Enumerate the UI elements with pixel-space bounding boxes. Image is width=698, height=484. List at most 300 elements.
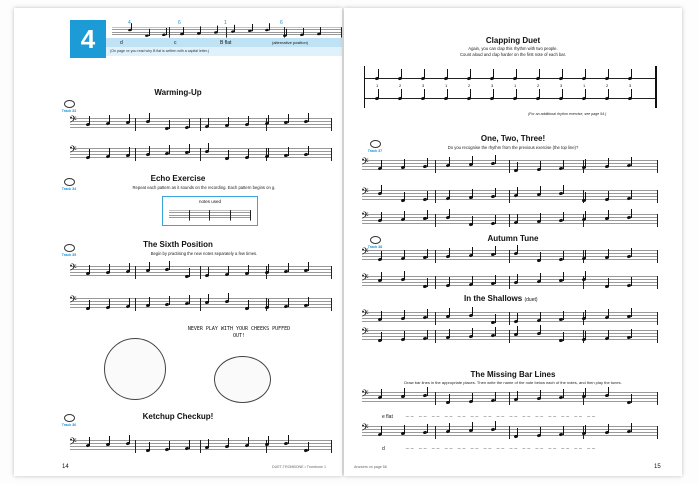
warming-up-title: Warming-Up <box>154 88 202 97</box>
note-stem <box>495 392 496 401</box>
note-stem <box>493 89 494 98</box>
note-stem <box>208 267 209 276</box>
bar-line <box>657 160 658 173</box>
note-stem <box>562 89 563 98</box>
answer-blanks: __ __ __ __ __ __ __ __ __ __ __ __ __ __ __ <box>406 444 597 450</box>
note-stem <box>378 69 379 78</box>
music-staff <box>361 326 658 342</box>
note-stem <box>540 312 541 321</box>
note-stem <box>169 441 170 450</box>
note-stem <box>608 210 609 219</box>
note-stem <box>288 435 289 444</box>
note-stem <box>563 185 564 194</box>
note-stem <box>189 119 190 128</box>
rhythm-line <box>365 98 655 99</box>
note-stem <box>381 272 382 281</box>
bar-line <box>435 190 436 203</box>
notes-used-box <box>162 196 258 226</box>
note-stem <box>228 438 229 447</box>
notes-used-label: notes used <box>198 199 222 204</box>
bar-line <box>226 27 227 37</box>
note-stem <box>269 23 270 30</box>
note-stem <box>495 314 496 323</box>
note-stem <box>449 423 450 432</box>
note-stem <box>109 299 110 308</box>
note-stem <box>286 28 287 35</box>
note-stem <box>308 146 309 155</box>
note-stem <box>320 27 321 34</box>
note-stem <box>129 263 130 272</box>
music-staff <box>69 294 332 310</box>
bar-line <box>331 298 332 311</box>
count-label: 1 <box>376 83 379 88</box>
sixth-position-title: The Sixth Position <box>143 240 213 249</box>
note-stem <box>189 295 190 304</box>
bar-line <box>657 392 658 405</box>
note-stem <box>149 442 150 451</box>
bar-line <box>435 214 436 227</box>
note-stem <box>493 69 494 78</box>
note-stem <box>631 248 632 257</box>
music-staff <box>361 308 658 324</box>
note-stem <box>228 266 229 275</box>
note-stem <box>449 190 450 199</box>
note-stem <box>608 89 609 98</box>
note-stem <box>378 89 379 98</box>
bar-line <box>331 118 332 131</box>
note-stem <box>166 28 167 35</box>
note-stem <box>563 212 564 221</box>
note-stem <box>517 274 518 283</box>
note-stem <box>585 310 586 319</box>
shallows-title: In the Shallows (duet) <box>464 294 538 303</box>
answer-label: e flat <box>382 414 393 420</box>
track-badge: Track 37 <box>364 140 386 153</box>
note-stem <box>608 278 609 287</box>
bar-line <box>435 426 436 439</box>
note-stem <box>495 421 496 430</box>
bar-line <box>331 148 332 161</box>
note-stem <box>149 113 150 122</box>
note-stem <box>470 89 471 98</box>
note-stem <box>540 325 541 334</box>
missing-desc: Draw bar lines in the appropriate places. Then write the name of the note below each of the notes, and then play the tunes. <box>404 380 622 385</box>
left-page <box>14 8 342 476</box>
note-stem <box>449 157 450 166</box>
note-stem <box>427 210 428 219</box>
bar-line <box>189 210 190 220</box>
clapping-duet-title: Clapping Duet <box>485 36 541 45</box>
note-stem <box>89 149 90 158</box>
note-stem <box>268 148 269 157</box>
note-stem <box>472 216 473 225</box>
bar-line <box>435 330 436 343</box>
bar-line <box>169 27 170 37</box>
note-stem <box>149 262 150 271</box>
note-stem <box>427 278 428 287</box>
note-stem <box>248 116 249 125</box>
music-staff <box>69 436 332 452</box>
note-stem <box>189 440 190 449</box>
note-stem <box>252 24 253 31</box>
note-stem <box>427 158 428 167</box>
note-stem <box>495 246 496 255</box>
note-stem <box>631 190 632 199</box>
bar-line <box>435 276 436 289</box>
bar-line <box>135 118 136 131</box>
note-stem <box>472 247 473 256</box>
count-label: 2 <box>399 83 402 88</box>
note-stem <box>517 245 518 254</box>
mini-staff <box>169 210 251 220</box>
note-stem <box>208 294 209 303</box>
note-stem <box>517 428 518 437</box>
note-name-bflat: B flat <box>220 40 232 46</box>
clapping-desc-1: Again, you can clap this rhythm with two people. <box>468 46 558 51</box>
note-stem <box>189 144 190 153</box>
note-stem <box>268 436 269 445</box>
ketchup-title: Ketchup Checkup! <box>142 412 214 421</box>
bass-clef-icon: 𝄢 <box>361 422 369 436</box>
note-stem <box>248 300 249 309</box>
note-stem <box>427 249 428 258</box>
note-stem <box>608 69 609 78</box>
note-stem <box>447 89 448 98</box>
bar-line <box>509 426 510 439</box>
bass-clef-icon: 𝄢 <box>69 262 77 276</box>
note-stem <box>585 159 586 168</box>
bar-line <box>509 392 510 405</box>
note-stem <box>563 251 564 260</box>
note-stem <box>131 23 132 30</box>
note-stem <box>169 296 170 305</box>
note-stem <box>149 28 150 35</box>
bar-line <box>657 190 658 203</box>
bar-line <box>509 330 510 343</box>
bass-clef-icon: 𝄢 <box>69 436 77 450</box>
note-stem <box>631 423 632 432</box>
note-stem <box>449 209 450 218</box>
note-stem <box>540 273 541 282</box>
note-stem <box>585 271 586 280</box>
bar-line <box>435 250 436 263</box>
note-stem <box>404 331 405 340</box>
bar-line <box>509 276 510 289</box>
note-stem <box>189 268 190 277</box>
bar-line <box>509 190 510 203</box>
note-stem <box>472 422 473 431</box>
teacher-cartoon <box>214 356 271 403</box>
bar-line <box>331 266 332 279</box>
bass-clef-icon: 𝄢 <box>361 246 369 260</box>
note-stem <box>472 276 473 285</box>
note-stem <box>427 330 428 339</box>
note-stem <box>268 115 269 124</box>
bar-line <box>341 27 342 37</box>
note-stem <box>631 329 632 338</box>
cd-icon <box>64 414 75 422</box>
note-stem <box>608 387 609 396</box>
note-stem <box>183 27 184 34</box>
bar-line <box>200 440 201 453</box>
cd-icon <box>370 236 381 244</box>
track-badge: Track 34 <box>58 178 80 191</box>
note-stem <box>129 298 130 307</box>
bar-line <box>509 214 510 227</box>
note-stem <box>427 424 428 433</box>
track-badge: Track 33 <box>58 100 80 113</box>
note-stem <box>208 118 209 127</box>
note-stem <box>248 149 249 158</box>
count-label: 2 <box>537 83 540 88</box>
note-stem <box>562 69 563 78</box>
note-stem <box>631 89 632 98</box>
note-stem <box>424 89 425 98</box>
note-stem <box>563 311 564 320</box>
bar-line <box>509 160 510 173</box>
note-stem <box>472 393 473 402</box>
position-4: 6 <box>280 20 283 26</box>
track-badge: Track 38 <box>364 236 386 249</box>
note-stem <box>540 252 541 261</box>
note-stem <box>149 297 150 306</box>
note-stem <box>404 388 405 397</box>
note-stem <box>608 330 609 339</box>
bass-clef-icon: 𝄢 <box>69 294 77 308</box>
right-page <box>344 8 682 476</box>
bar-line <box>657 312 658 325</box>
note-stem <box>169 120 170 129</box>
info-line: (On page xx you read why B flat is written with a capital letter.) <box>110 49 210 53</box>
note-name-d: d <box>120 40 123 46</box>
bar-line <box>200 118 201 131</box>
bass-clef-icon: 𝄢 <box>361 308 369 322</box>
note-stem <box>381 389 382 398</box>
page-number: 15 <box>654 464 661 470</box>
bar-line <box>200 298 201 311</box>
note-stem <box>563 272 564 281</box>
note-stem <box>540 213 541 222</box>
bar-line <box>135 266 136 279</box>
note-stem <box>631 277 632 286</box>
note-stem <box>495 275 496 284</box>
lesson-number: 4 <box>70 20 106 58</box>
bar-line <box>230 210 231 220</box>
bar-line <box>657 276 658 289</box>
note-stem <box>472 328 473 337</box>
one-two-three-title: One, Two, Three! <box>480 134 546 143</box>
note-stem <box>404 159 405 168</box>
note-stem <box>200 26 201 33</box>
note-stem <box>381 311 382 320</box>
note-stem <box>381 185 382 194</box>
missing-bar-lines-title: The Missing Bar Lines <box>470 370 556 379</box>
note-stem <box>585 331 586 340</box>
count-label: 3 <box>629 83 632 88</box>
note-stem <box>89 265 90 274</box>
note-stem <box>516 69 517 78</box>
bar-line <box>657 426 658 439</box>
note-stem <box>585 425 586 434</box>
music-staff <box>361 210 658 226</box>
note-stem <box>449 248 450 257</box>
note-stem <box>288 147 289 156</box>
note-stem <box>608 424 609 433</box>
music-staff <box>69 262 332 278</box>
count-label: 1 <box>583 83 586 88</box>
note-stem <box>381 212 382 221</box>
note-stem <box>540 390 541 399</box>
note-stem <box>404 271 405 280</box>
note-stem <box>517 162 518 171</box>
bar-line <box>657 250 658 263</box>
note-stem <box>470 69 471 78</box>
banner-staff <box>112 27 342 37</box>
note-stem <box>449 308 450 317</box>
note-stem <box>631 69 632 78</box>
one-two-desc: Do you recognise the rhythm from the previous exercise (the top line)? <box>447 145 579 150</box>
note-stem <box>585 211 586 220</box>
count-label: 1 <box>514 83 517 88</box>
music-staff <box>361 388 658 404</box>
note-stem <box>427 387 428 396</box>
note-stem <box>563 160 564 169</box>
bar-line <box>200 266 201 279</box>
count-label: 3 <box>491 83 494 88</box>
note-stem <box>288 114 289 123</box>
sixth-description: Begin by practising the new notes separately a few times. <box>150 251 258 256</box>
note-stem <box>228 150 229 159</box>
note-stem <box>228 293 229 302</box>
cd-icon <box>64 244 75 252</box>
bass-clef-icon: 𝄢 <box>361 156 369 170</box>
note-stem <box>308 297 309 306</box>
note-stem <box>268 264 269 273</box>
note-stem <box>288 298 289 307</box>
note-stem <box>631 209 632 218</box>
note-stem <box>149 146 150 155</box>
bar-line <box>209 210 210 220</box>
note-stem <box>109 148 110 157</box>
position-1: 4 <box>128 20 131 26</box>
note-stem <box>631 308 632 317</box>
position-2: 6 <box>178 20 181 26</box>
note-stem <box>563 426 564 435</box>
note-stem <box>495 188 496 197</box>
note-stem <box>631 394 632 403</box>
track-badge: Track 35 <box>58 244 80 257</box>
note-name-c: c <box>174 40 177 46</box>
note-stem <box>404 310 405 319</box>
bar-line <box>509 250 510 263</box>
note-stem <box>401 89 402 98</box>
note-stem <box>516 89 517 98</box>
answer-label: d <box>382 446 385 452</box>
note-stem <box>540 186 541 195</box>
note-stem <box>585 250 586 259</box>
page-footer: DUET-TROMBONE • Trombone 1 <box>272 465 326 469</box>
track-badge: Track 36 <box>58 414 80 427</box>
bar-line <box>200 148 201 161</box>
count-label: 3 <box>422 83 425 88</box>
autumn-tune-title: Autumn Tune <box>487 234 539 243</box>
note-name-alt: (alternative position) <box>272 40 309 45</box>
note-stem <box>308 262 309 271</box>
note-stem <box>608 191 609 200</box>
note-stem <box>381 332 382 341</box>
trombonist-cartoon <box>104 338 166 400</box>
note-stem <box>449 394 450 403</box>
count-label: 1 <box>445 83 448 88</box>
bar-line <box>135 440 136 453</box>
rhythm-system <box>364 66 657 108</box>
note-stem <box>404 425 405 434</box>
note-stem <box>217 25 218 32</box>
note-stem <box>129 435 130 444</box>
note-stem <box>608 309 609 318</box>
note-stem <box>472 156 473 165</box>
bar-line <box>250 210 251 220</box>
note-stem <box>401 69 402 78</box>
note-stem <box>89 116 90 125</box>
note-stem <box>381 160 382 169</box>
note-stem <box>109 264 110 273</box>
note-stem <box>129 147 130 156</box>
note-stem <box>381 426 382 435</box>
note-stem <box>169 145 170 154</box>
position-3: 1 <box>224 20 227 26</box>
music-staff <box>361 156 658 172</box>
note-stem <box>540 427 541 436</box>
note-stem <box>563 389 564 398</box>
note-stem <box>539 69 540 78</box>
note-stem <box>234 24 235 31</box>
music-staff <box>361 272 658 288</box>
note-stem <box>228 117 229 126</box>
note-stem <box>248 265 249 274</box>
note-stem <box>169 261 170 270</box>
note-stem <box>517 326 518 335</box>
cd-icon <box>64 100 75 108</box>
clapping-desc-2: Count aloud and clap harder on the first note of each bar. <box>460 52 566 57</box>
note-stem <box>404 211 405 220</box>
bar-line <box>435 392 436 405</box>
music-staff <box>361 186 658 202</box>
note-stem <box>608 249 609 258</box>
bar-line <box>657 330 658 343</box>
bar-line <box>435 160 436 173</box>
bass-clef-icon: 𝄢 <box>361 388 369 402</box>
note-stem <box>517 187 518 196</box>
note-stem <box>495 215 496 224</box>
note-stem <box>585 192 586 201</box>
note-stem <box>288 263 289 272</box>
music-staff <box>361 422 658 438</box>
count-label: 2 <box>468 83 471 88</box>
note-stem <box>472 189 473 198</box>
note-stem <box>404 192 405 201</box>
page-number: 14 <box>62 464 69 470</box>
note-stem <box>89 437 90 446</box>
bass-clef-icon: 𝄢 <box>361 326 369 340</box>
note-stem <box>447 69 448 78</box>
note-stem <box>208 143 209 152</box>
note-stem <box>109 115 110 124</box>
echo-description: Repeat each pattern as it sounds on the recording. Each pattern begins on g. <box>132 185 276 190</box>
bar-line <box>435 312 436 325</box>
note-stem <box>517 214 518 223</box>
note-stem <box>495 327 496 336</box>
